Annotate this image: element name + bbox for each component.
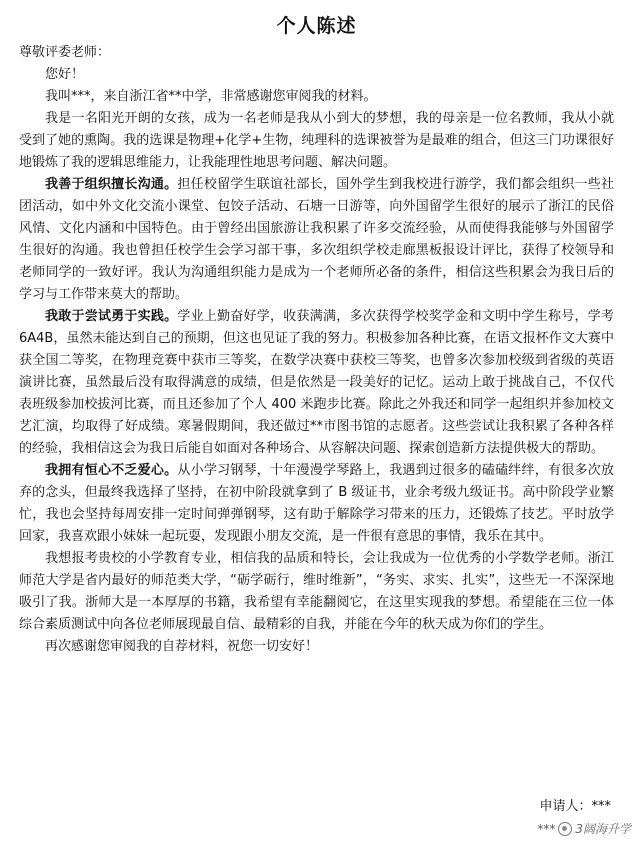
paragraph-practice [19, 306, 614, 460]
greeting: 您好！ [45, 67, 85, 82]
paragraph-perseverance-body: 从小学习钢琴，十年漫漫学琴路上，我遇到过很多的磕磕绊绊，有很多次放弃的念头，但最终我选择了坚持，在初中阶段就拿到了 B 级证书，业余考级九级证书。高中阶段学业繁忙，我也会坚持每周安排一定时间弹弹钢琴，这有助于解除学习带来的压力，还锻炼了技艺。平时放学回家，我喜欢跟小妹妹一起玩耍，发现跟小朋友交流，是一件很有意思的事情，我乐在其中。 [19, 463, 614, 544]
watermark [537, 820, 631, 838]
paragraph-application: 我想报考贵校的小学教育专业，相信我的品质和特长，会让我成为一位优秀的小学数学老师。浙江师范大学是省内最好的师范类大学，“砺学砺行，维时维新”，“务实、求实、扎实”，这些无一不深深地吸引了我。浙师大是一本厚厚的书籍，我希望有幸能翻阅它，在这里实现我的梦想。希望能在三位一体综合素质测试中向各位老师展现最自信、最精彩的自我，并能在今年的秋天成为你们的学生。 [19, 551, 614, 632]
intro-paragraph: 我叫***，来自浙江省**中学，非常感谢您审阅我的材料。 [45, 89, 377, 104]
closing-line: 再次感谢您审阅我的自荐材料，祝您一切安好！ [45, 639, 319, 654]
paragraph-practice-lead: 我敢于尝试勇于实践。 [45, 309, 178, 324]
salutation: 尊敬评委老师： [19, 45, 111, 60]
paragraph-practice-body: 学业上勤奋好学，收获满满，多次获得学校奖学金和文明中学生称号，学考 6A4B，虽然未能达到自己的预期，但这也见证了我的努力。积极参加各种比赛，在语文报杯作文大赛中获全国二等奖，在物理竞赛中获市三等奖，在数学决赛中获校三等奖，也曾多次参加校级到省级的英语演讲比赛，虽然最后没有取得满意的成绩，但是依然是一段美好的记忆。运动上敢于挑战自己，不仅代表班级参加校拔河比赛，而且还参加了个人 400 米跑步比赛。除此之外我还和同学一起组织并参加校文艺汇演，均取得了好成绩。寒暑假期间，我还做过**市图书馆的志愿者。这些尝试让我积累了各种各样的经验，我相信这会为我日后能自如面对各种场合、从容解决问题、探索创造新方法提供极大的帮助。 [19, 309, 614, 456]
paragraph-perseverance [19, 460, 614, 548]
page-title: 个人陈述 [276, 15, 357, 37]
paragraph-perseverance-lead: 我拥有恒心不乏爱心。 [45, 463, 178, 478]
paragraph-communication-body: 担任校留学生联谊社部长，国外学生到我校进行游学，我们都会组织一些社团活动，如中外文化交流小课堂、包饺子活动、石塘一日游等，向外国留学生很好的展示了浙江的民俗风情、文化内涵和中国特色。由于曾经出国旅游让我积累了许多交流经验，从而使得我能够与外国留学生很好的沟通。我也曾担任校学生会学习部干事，多次组织学校走廊黑板报设计评比，获得了校领导和老师同学的一致好评。我认为沟通组织能力是成为一个老师所必备的条件，相信这些积累会为我日后的学习与工作带来莫大的帮助。 [19, 177, 614, 302]
watermark-prefix: *** [537, 822, 556, 836]
wechat-logo-icon [558, 822, 572, 836]
paragraph-communication [19, 174, 614, 306]
watermark-text: 3阔海升学 [575, 822, 631, 836]
paragraph-background: 我是一名阳光开朗的女孩，成为一名老师是我从小到大的梦想，我的母亲是一位名教师，我从小就受到了她的熏陶。我的选课是物理+化学+生物，纯理科的选课被誉为是最难的组合，但这三门功课很好地锻炼了我的逻辑思维能力，让我能理性地思考问题、解决问题。 [19, 111, 614, 170]
signature: 申请人：*** [539, 799, 611, 814]
paragraph-communication-lead: 我善于组织擅长沟通。 [45, 177, 178, 192]
